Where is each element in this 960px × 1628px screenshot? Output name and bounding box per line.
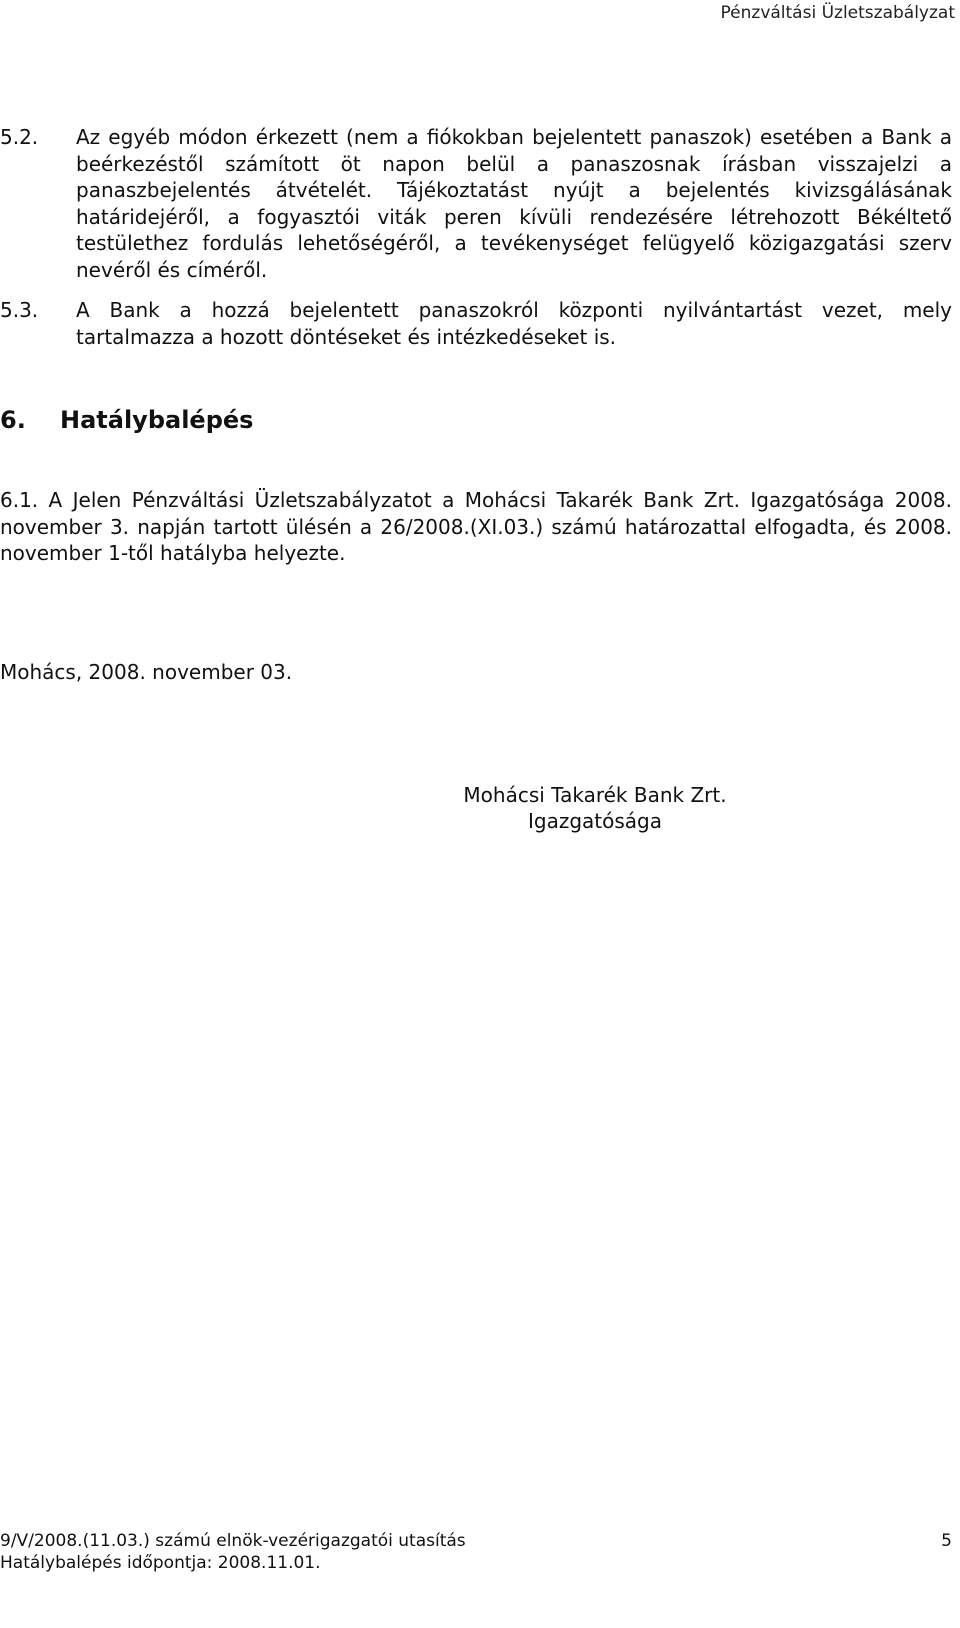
place-date: Mohács, 2008. november 03. — [0, 660, 293, 684]
page-footer — [0, 1530, 952, 1574]
section-5-2 — [0, 124, 952, 283]
section-text: A Bank a hozzá bejelentett panaszokról központi nyilvántartást vezet, mely tartalmazza a hozott döntéseket és intézkedéseket is. — [76, 298, 952, 349]
signature-block — [380, 782, 810, 834]
heading-title: Hatálybalépés — [60, 406, 254, 434]
section-6-1-text: 6.1. A Jelen Pénzváltási Üzletszabályzatot a Mohácsi Takarék Bank Zrt. Igazgatósága 2008. november 3. napján tartott ülésén a 26/2008.(XI.03.) számú határozattal elfogadta, és 2008. november 1-től hatályba helyezte. — [0, 488, 952, 565]
section-5-3 — [0, 297, 952, 350]
signature-line-board: Igazgatósága — [527, 809, 662, 833]
signature-line-company: Mohácsi Takarék Bank Zrt. — [463, 783, 727, 807]
footer-effective-date: Hatálybalépés időpontja: 2008.11.01. — [0, 1553, 321, 1573]
page-header-title: Pénzváltási Üzletszabályzat — [720, 3, 955, 23]
heading-number: 6. — [0, 406, 26, 434]
section-6-heading — [0, 406, 253, 434]
footer-directive: 9/V/2008.(11.03.) számú elnök-vezérigazgatói utasítás — [0, 1531, 466, 1551]
section-number: 5.2. — [0, 125, 39, 149]
page-number: 5 — [941, 1531, 952, 1551]
section-number: 5.3. — [0, 298, 39, 322]
section-text: Az egyéb módon érkezett (nem a fiókokban bejelentett panaszok) esetében a Bank a beérkezéstől számított öt napon belül a panaszosnak írásban visszajelzi a panaszbejelentés átvételét. Tájékoztatást nyújt a bejelentés kivizsgálásának határidejéről, a fogyasztói viták peren kívüli rendezésére létrehozott Békéltető testülethez fordulás lehetőségéről, a tevékenységet felügyelő közigazgatási szerv nevéről és címéről. — [76, 125, 952, 282]
